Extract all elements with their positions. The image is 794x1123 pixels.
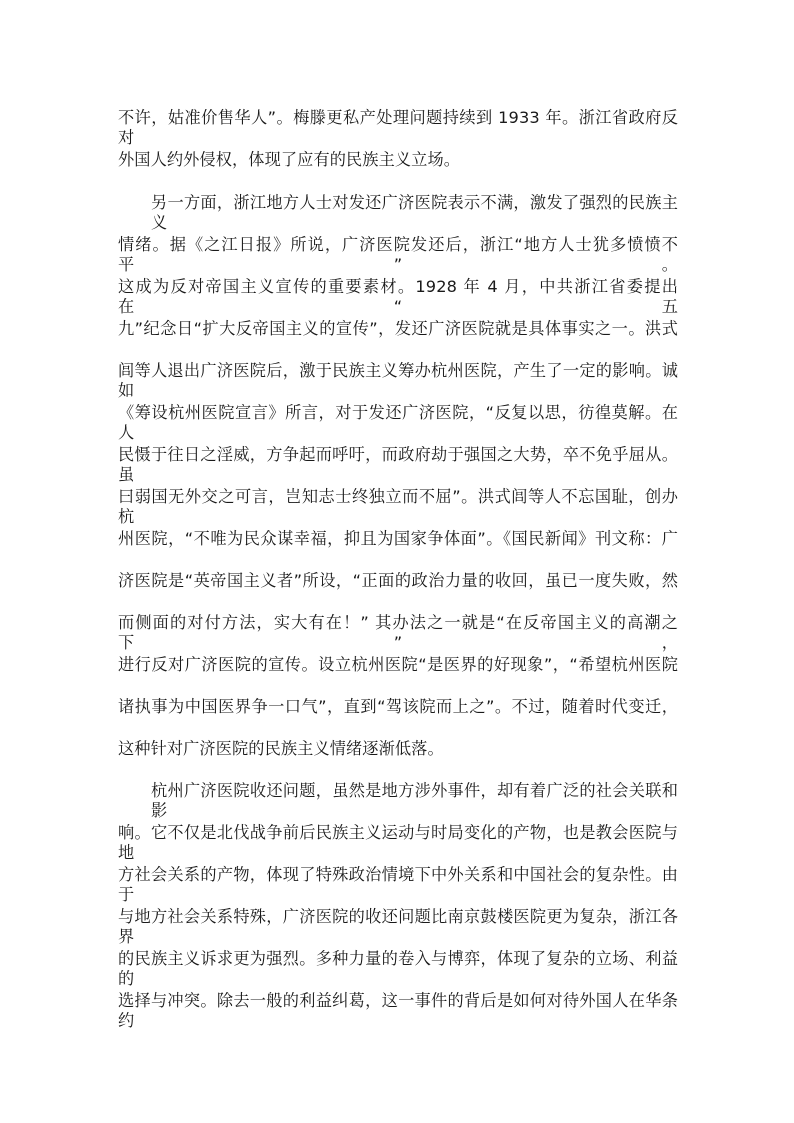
text-line: 外国人约外侵权，体现了应有的民族主义立场。 bbox=[118, 150, 461, 169]
text-line: 杭州广济医院收还问题，虽然是地方涉外事件，却有着广泛的社会关联和影 bbox=[151, 781, 678, 820]
text-line: 民慑于往日之淫威，方争起而呼吁，而政府劫于强国之大势，卒不免乎屈从。虽 bbox=[118, 445, 678, 484]
text-line: 另一方面，浙江地方人士对发还广济医院表示不满，激发了强烈的民族主义 bbox=[151, 193, 678, 232]
text-line: 曰弱国无外交之可言，岂知志士终独立而不屈”。洪式闾等人不忘国耻，创办杭 bbox=[118, 487, 678, 526]
text-line: 这成为反对帝国主义宣传的重要素材。1928 年 4 月，中共浙江省委提出在“五 bbox=[118, 277, 678, 316]
text-line: 进行反对广济医院的宣传。设立杭州医院“是医界的好现象”，“希望杭州医院 bbox=[118, 655, 678, 674]
text-line: 州医院，“不唯为民众谋幸福，抑且为国家争体面”。《国民新闻》刊文称：广 bbox=[118, 529, 678, 548]
text-line: 选择与冲突。除去一般的利益纠葛，这一事件的背后是如何对待外国人在华条约 bbox=[118, 991, 678, 1030]
text-line: 诸执事为中国医界争一口气”，直到“驾该院而上之”。不过，随着时代变迁， bbox=[118, 697, 678, 716]
text-line: 这种针对广济医院的民族主义情绪逐渐低落。 bbox=[118, 739, 444, 758]
text-line: 济医院是“英帝国主义者”所设，“正面的政治力量的收回，虽已一度失败，然 bbox=[118, 571, 678, 590]
text-line: 方社会关系的产物，体现了特殊政治情境下中外关系和中国社会的复杂性。由于 bbox=[118, 865, 678, 904]
text-line: 不许，姑准价售华人”。梅滕更私产处理问题持续到 1933 年。浙江省政府反对 bbox=[118, 108, 678, 147]
text-line: 九”纪念日“扩大反帝国主义的宣传”，发还广济医院就是具体事实之一。洪式 bbox=[118, 319, 678, 338]
text-line: 闾等人退出广济医院后，激于民族主义筹办杭州医院，产生了一定的影响。诚如 bbox=[118, 361, 678, 400]
text-line: 而侧面的对付方法，实大有在！” 其办法之一就是“在反帝国主义的高潮之下”， bbox=[118, 613, 678, 652]
text-line: 《筹设杭州医院宣言》所言，对于发还广济医院，“反复以思，彷徨莫解。在人 bbox=[118, 403, 678, 442]
text-line: 情绪。据《之江日报》所说，广济医院发还后，浙江“地方人士犹多愤愤不平”。 bbox=[118, 235, 678, 274]
text-line: 的民族主义诉求更为强烈。多种力量的卷入与博弈，体现了复杂的立场、利益的 bbox=[118, 949, 678, 988]
text-line: 与地方社会关系特殊，广济医院的收还问题比南京鼓楼医院更为复杂，浙江各界 bbox=[118, 907, 678, 946]
text-line: 响。它不仅是北伐战争前后民族主义运动与时局变化的产物，也是教会医院与地 bbox=[118, 823, 678, 862]
